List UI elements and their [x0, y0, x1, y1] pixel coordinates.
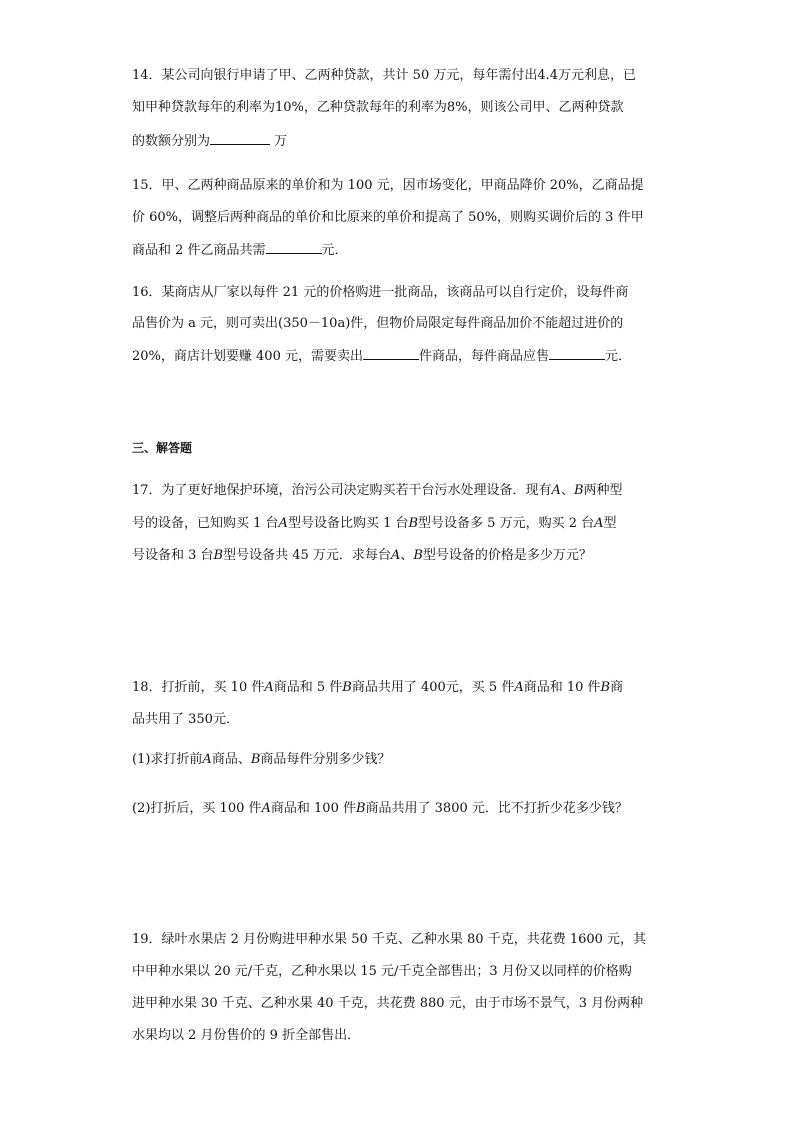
var-b: B	[573, 483, 584, 498]
q17-text: 号的设备，已知购买 1 台	[132, 516, 279, 531]
q18-text: 商品共用了 400元，买 5 件	[351, 680, 515, 695]
q18-text: 商	[610, 680, 624, 695]
q17-line-2	[132, 516, 617, 532]
q17-text: 型号设备共 45 万元．求每台	[223, 548, 391, 563]
var-a: A	[594, 516, 604, 531]
q17-text: 17．为了更好地保护环境，治污公司决定购买若干台污水处理设备．现有	[132, 483, 552, 498]
q18-text: 商品每件分别多少钱？	[260, 752, 391, 767]
q15-line-2: 价 60%，调整后两种商品的单价和比原来的单价和提高了 50%，则购买调价后的 3 件甲	[132, 210, 644, 225]
q18-text: 18．打折前，买 10 件	[132, 680, 265, 695]
q16-line-3-mid: 件商品，每件商品应售	[418, 349, 549, 364]
q18-text: 商品和 10 件	[523, 680, 601, 695]
q18-text: 商品和 100 件	[270, 801, 356, 816]
q16-unit: 元．	[605, 349, 632, 364]
q17-text: 型号设备多 5 万元，购买 2 台	[418, 516, 595, 531]
q15-unit: 元．	[321, 243, 348, 258]
q14-line-3	[132, 132, 287, 150]
q17-text: 型	[603, 516, 617, 531]
separator: 、	[560, 483, 574, 498]
q15-line-3	[132, 241, 348, 259]
q16-line-2: 品售价为 a 元，则可卖出(350－10a)件，但物价局限定每件商品加价不能超过进价的	[132, 316, 624, 331]
var-b: B	[213, 548, 224, 563]
var-a: A	[278, 516, 288, 531]
section-heading-answer-questions: 三、解答题	[132, 441, 193, 455]
var-b: B	[413, 548, 423, 563]
var-b: B	[600, 680, 611, 695]
q18-part-1	[132, 752, 390, 768]
q19-line-1: 19．绿叶水果店 2 月份购进甲种水果 50 千克、乙种水果 80 千克，共花费 1600 元，其	[132, 932, 647, 947]
q18-text: (1)求打折前	[132, 752, 203, 767]
var-b: B	[342, 680, 352, 695]
q19-line-2: 中甲种水果以 20 元/千克，乙种水果以 15 元/千克全部售出；3 月份又以同样的价格购	[132, 964, 632, 979]
q16-line-1: 16．某商店从厂家以每件 21 元的价格购进一批商品，该商品可以自行定价，设每件商	[132, 285, 629, 300]
var-a: A	[390, 548, 401, 563]
q18-line-2: 品共用了 350元．	[132, 712, 239, 727]
q18-text: (2)打折后，买 100 件	[132, 801, 262, 816]
var-a: A	[514, 680, 524, 695]
var-b: B	[408, 516, 419, 531]
q18-text: 商品、	[211, 752, 251, 767]
q17-text: 两种型	[583, 483, 623, 498]
answer-blank[interactable]	[210, 132, 270, 145]
q14-line-1: 14．某公司向银行申请了甲、乙两种贷款，共计 50 万元，每年需付出4.4万元利息，已	[132, 68, 637, 83]
var-b: B	[355, 801, 366, 816]
q18-text: 商品共用了 3800 元．比不打折少花多少钱？	[365, 801, 628, 816]
q17-line-1	[132, 483, 623, 499]
var-a: A	[264, 680, 274, 695]
q19-line-3: 进甲种水果 30 千克、乙种水果 40 千克，共花费 880 元，由于市场不景气，3 月份两种	[132, 996, 644, 1011]
answer-blank[interactable]	[363, 347, 419, 360]
q14-line-3-text: 的数额分别为	[132, 134, 211, 149]
q17-text: 号设备和 3 台	[132, 548, 214, 563]
var-a: A	[202, 752, 212, 767]
q16-line-3	[132, 347, 631, 365]
q14-line-2: 知甲种贷款每年的利率为10%，乙种贷款每年的利率为8%，则该公司甲、乙两种贷款	[132, 100, 624, 115]
q17-text: 型号设备的价格是多少万元？	[422, 548, 592, 563]
q15-line-3-text: 商品和 2 件乙商品共需	[132, 243, 266, 258]
answer-blank[interactable]	[266, 241, 322, 254]
q19-line-4: 水果均以 2 月份售价的 9 折全部售出．	[132, 1028, 361, 1043]
separator: 、	[400, 548, 414, 563]
q18-part-2	[132, 801, 628, 817]
q18-line-1	[132, 680, 623, 696]
q18-text: 商品和 5 件	[273, 680, 343, 695]
var-b: B	[250, 752, 261, 767]
q16-line-3-text: 20%，商店计划要赚 400 元，需要卖出	[132, 349, 363, 364]
q17-text: 型号设备比购买 1 台	[287, 516, 409, 531]
var-a: A	[551, 483, 561, 498]
q15-line-1: 15．甲、乙两种商品原来的单价和为 100 元，因市场变化，甲商品降价 20%，乙商品提	[132, 178, 644, 193]
q17-line-3	[132, 548, 592, 564]
q14-unit: 万	[270, 134, 288, 149]
answer-blank[interactable]	[549, 347, 605, 360]
var-a: A	[261, 801, 271, 816]
